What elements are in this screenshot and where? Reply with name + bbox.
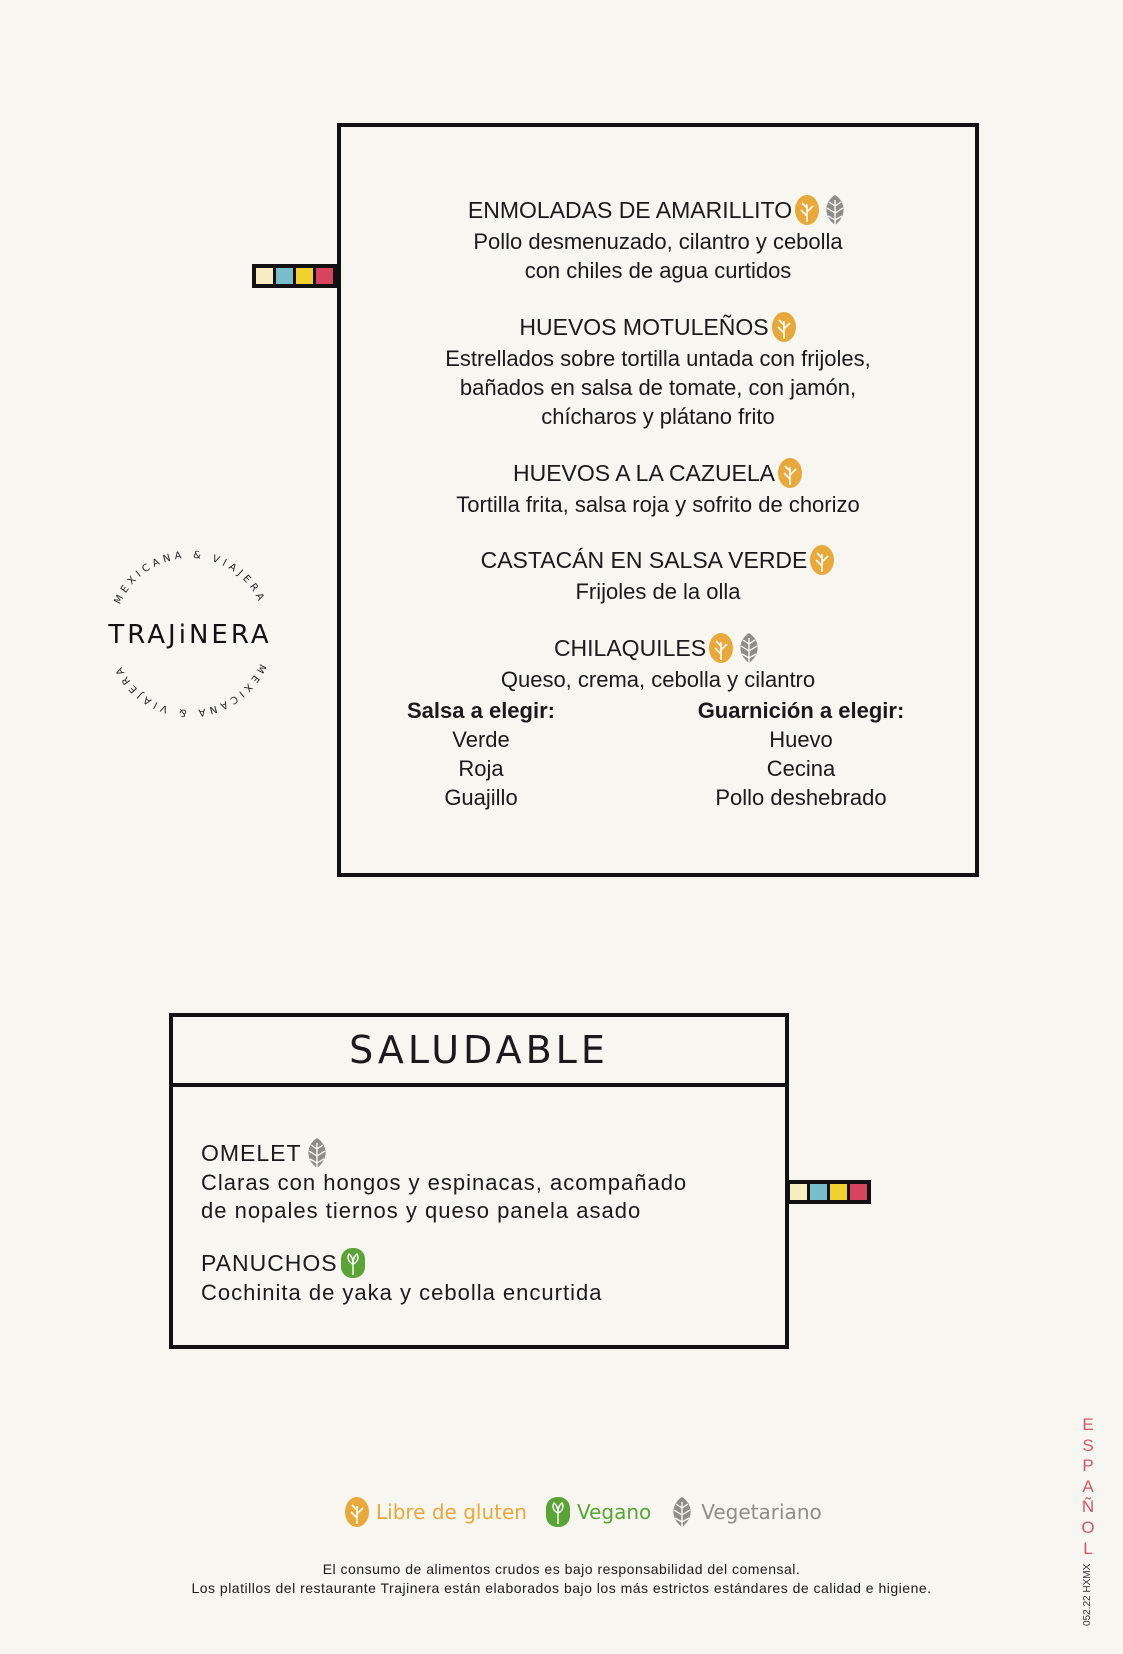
legend-label: Libre de gluten xyxy=(376,1500,527,1524)
vegan-icon xyxy=(545,1496,571,1528)
logo-ring-bottom: MEXICANA & VIAJERA xyxy=(112,661,268,719)
gluten-free-icon xyxy=(771,311,797,343)
dish-desc-line: Claras con hongos y espinacas, acompañado xyxy=(201,1170,688,1195)
logo-ring-top: MEXICANA & VIAJERA xyxy=(112,549,268,607)
dish-chilaquiles xyxy=(341,631,975,694)
dish-name: ENMOLADAS DE AMARILLITO xyxy=(467,196,793,223)
dish-name: HUEVOS A LA CAZUELA xyxy=(512,459,776,486)
guarnicion-option: Cecina xyxy=(766,756,836,781)
language-text: ESPAÑOL xyxy=(1081,1415,1095,1558)
legend-label: Vegetariano xyxy=(701,1500,822,1524)
legend-vegan xyxy=(545,1496,651,1528)
salsa-option: Verde xyxy=(452,727,510,752)
saludable-menu-box xyxy=(169,1013,789,1349)
dish-desc-line: Pollo desmenuzado, cilantro y cebolla xyxy=(473,229,843,254)
dish-desc-line: bañados en salsa de tomate, con jamón, xyxy=(459,375,857,400)
section-title: SALUDABLE xyxy=(349,1028,609,1072)
legend-gluten-free xyxy=(344,1496,527,1528)
dish-desc-line: Cochinita de yaka y cebolla encurtida xyxy=(201,1280,603,1305)
strip-yellow xyxy=(830,1184,847,1200)
guarnicion-options xyxy=(686,696,916,812)
dish-desc-line: Queso, crema, cebolla y cilantro xyxy=(500,667,816,692)
dish-name: PANUCHOS xyxy=(201,1249,338,1276)
strip-red xyxy=(316,268,333,284)
dish-desc-line: con chiles de agua curtidos xyxy=(524,258,792,283)
strip-cream xyxy=(256,268,273,284)
dish-name: OMELET xyxy=(201,1139,302,1166)
vegetarian-icon xyxy=(822,194,848,226)
color-strip-bottom xyxy=(786,1180,871,1204)
dish-desc-line: Estrellados sobre tortilla untada con frijoles, xyxy=(445,346,871,371)
gluten-free-icon xyxy=(708,632,734,664)
footer-line: Los platillos del restaurante Trajinera están elaborados bajo los más estrictos estándares de calidad e higiene. xyxy=(191,1580,932,1596)
dish-desc-line: de nopales tiernos y queso panela asado xyxy=(201,1198,642,1223)
guarnicion-option: Huevo xyxy=(769,727,833,752)
dish-name: HUEVOS MOTULEÑOS xyxy=(519,313,769,340)
dish-omelet xyxy=(201,1137,687,1225)
footer-notice xyxy=(0,1560,1123,1598)
strip-teal xyxy=(810,1184,827,1200)
guarnicion-heading: Guarnición a elegir: xyxy=(697,698,905,723)
dish-name: CASTACÁN EN SALSA VERDE xyxy=(480,546,808,573)
guarnicion-option: Pollo deshebrado xyxy=(715,785,887,810)
gluten-free-icon xyxy=(794,194,820,226)
gluten-free-icon xyxy=(809,544,835,576)
trajinera-logo xyxy=(92,536,288,732)
dish-desc-line: Frijoles de la olla xyxy=(575,579,741,604)
dish-huevos-cazuela xyxy=(341,456,975,519)
strip-yellow xyxy=(296,268,313,284)
salsa-heading: Salsa a elegir: xyxy=(407,698,555,723)
gluten-free-icon xyxy=(777,457,803,489)
logo-wordmark: TRAJiNERA xyxy=(108,620,272,650)
dish-panuchos xyxy=(201,1247,602,1307)
color-strip-top xyxy=(252,264,337,288)
breakfast-menu-box xyxy=(337,123,979,877)
dish-name: CHILAQUILES xyxy=(553,634,707,661)
dietary-legend xyxy=(344,1496,822,1528)
language-label xyxy=(1078,1415,1098,1559)
salsa-option: Guajillo xyxy=(444,785,518,810)
salsa-option: Roja xyxy=(458,756,504,781)
vegetarian-icon xyxy=(736,632,762,664)
legend-vegetarian xyxy=(669,1496,821,1528)
salsa-options xyxy=(396,696,566,812)
strip-red xyxy=(850,1184,867,1200)
footer-line: El consumo de alimentos crudos es bajo responsabilidad del comensal. xyxy=(322,1561,801,1577)
dish-castacan xyxy=(341,543,975,606)
dish-enmoladas xyxy=(341,193,975,285)
menu-code: 052.22 HXMX xyxy=(1082,1563,1093,1626)
strip-teal xyxy=(276,268,293,284)
strip-cream xyxy=(790,1184,807,1200)
dish-desc-line: Tortilla frita, salsa roja y sofrito de chorizo xyxy=(456,492,860,517)
legend-label: Vegano xyxy=(576,1500,652,1524)
saludable-title-bar xyxy=(173,1017,785,1087)
vegan-icon xyxy=(340,1247,366,1279)
gluten-free-icon xyxy=(344,1496,370,1528)
dish-huevos-motulenos xyxy=(341,310,975,431)
dish-desc-line: chícharos y plátano frito xyxy=(541,404,775,429)
vegetarian-icon xyxy=(304,1137,330,1169)
vegetarian-icon xyxy=(669,1496,695,1528)
